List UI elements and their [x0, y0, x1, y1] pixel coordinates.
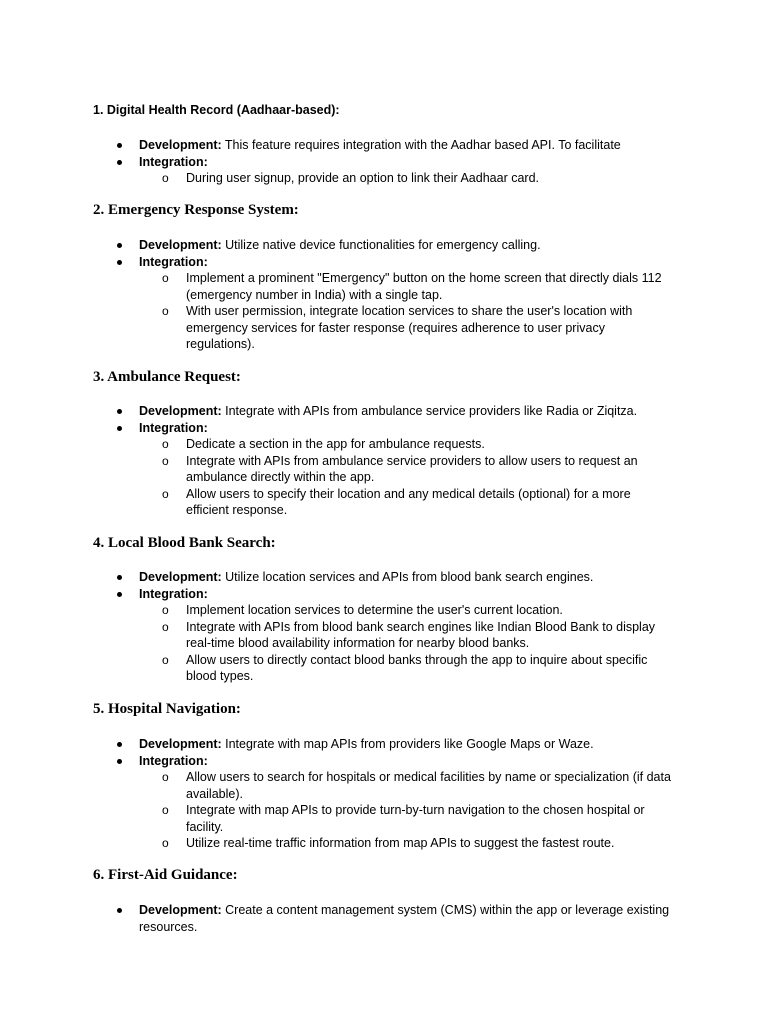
section-2-list	[0, 237, 768, 353]
list-item: o Integrate with APIs from ambulance service providers to allow users to request an ambulance directly within the app.	[0, 453, 676, 486]
integration-label: Integration:	[139, 586, 208, 601]
development-label: Development:	[139, 138, 222, 152]
section-2-development	[0, 237, 679, 254]
section-3-development	[0, 403, 679, 420]
development-label: Development:	[139, 737, 222, 751]
list-item: o Allow users to directly contact blood banks through the app to inquire about specific blood types.	[0, 652, 676, 685]
list-item: o Utilize real-time traffic information from map APIs to suggest the fastest route.	[0, 835, 676, 852]
section-5-title: 5. Hospital Navigation:	[93, 701, 241, 717]
section-4-title: 4. Local Blood Bank Search:	[93, 535, 276, 551]
development-label: Development:	[139, 238, 222, 252]
section-1-integration	[0, 154, 679, 187]
section-6-title: 6. First-Aid Guidance:	[93, 867, 238, 883]
section-5-integration-list	[139, 769, 679, 852]
section-3-integration	[0, 420, 679, 519]
list-item: o Integrate with APIs from blood bank search engines like Indian Blood Bank to display real-time blood availability information for nearby blood banks.	[0, 619, 676, 652]
development-text: Utilize native device functionalities for emergency calling.	[221, 238, 541, 252]
section-5-integration	[0, 753, 679, 852]
development-text: Integrate with APIs from ambulance service providers like Radia or Ziqitza.	[221, 404, 638, 418]
integration-label: Integration:	[139, 753, 208, 768]
section-2-integration	[0, 254, 679, 353]
development-text: Create a content management system (CMS) within the app or leverage existing resources.	[139, 903, 670, 934]
development-label: Development:	[139, 404, 222, 418]
section-4-list	[0, 569, 768, 685]
development-text: This feature requires integration with the Aadhar based API. To facilitate	[221, 138, 621, 152]
list-item: o During user signup, provide an option to link their Aadhaar card.	[0, 170, 676, 187]
integration-label: Integration:	[139, 254, 208, 269]
list-item: o Dedicate a section in the app for ambulance requests.	[0, 436, 676, 453]
section-3-list	[0, 403, 768, 519]
integration-label: Integration:	[139, 154, 208, 169]
section-3-integration-list	[139, 436, 679, 519]
development-label: Development:	[139, 903, 222, 917]
section-5-list	[0, 736, 768, 852]
section-4-integration	[0, 586, 679, 685]
list-item: o Integrate with map APIs to provide turn-by-turn navigation to the chosen hospital or facility.	[0, 802, 676, 835]
section-5-development	[0, 736, 679, 753]
list-item: o Implement location services to determine the user's current location.	[0, 602, 676, 619]
development-label: Development:	[139, 570, 222, 584]
section-1-development	[0, 137, 679, 154]
list-item: o Allow users to specify their location and any medical details (optional) for a more efficient response.	[0, 486, 676, 519]
section-1-integration-list	[139, 170, 679, 187]
section-1-list	[0, 137, 768, 187]
section-2-title: 2. Emergency Response System:	[93, 202, 299, 218]
section-4-development	[0, 569, 679, 586]
section-6-development	[0, 902, 679, 935]
list-item: o With user permission, integrate location services to share the user's location with emergency services for faster response (requires adherence to user privacy regulations).	[0, 303, 676, 353]
section-2-integration-list	[139, 270, 679, 353]
list-item: o Allow users to search for hospitals or medical facilities by name or specialization (if data available).	[0, 769, 676, 802]
integration-label: Integration:	[139, 420, 208, 435]
section-1-title: 1. Digital Health Record (Aadhaar-based):	[93, 103, 340, 117]
section-4-integration-list	[139, 602, 679, 685]
list-item: o Implement a prominent "Emergency" button on the home screen that directly dials 112 (emergency number in India) with a single tap.	[0, 270, 676, 303]
development-text: Integrate with map APIs from providers like Google Maps or Waze.	[221, 737, 594, 751]
section-6-list	[0, 902, 768, 935]
development-text: Utilize location services and APIs from blood bank search engines.	[221, 570, 594, 584]
section-3-title: 3. Ambulance Request:	[93, 369, 241, 385]
